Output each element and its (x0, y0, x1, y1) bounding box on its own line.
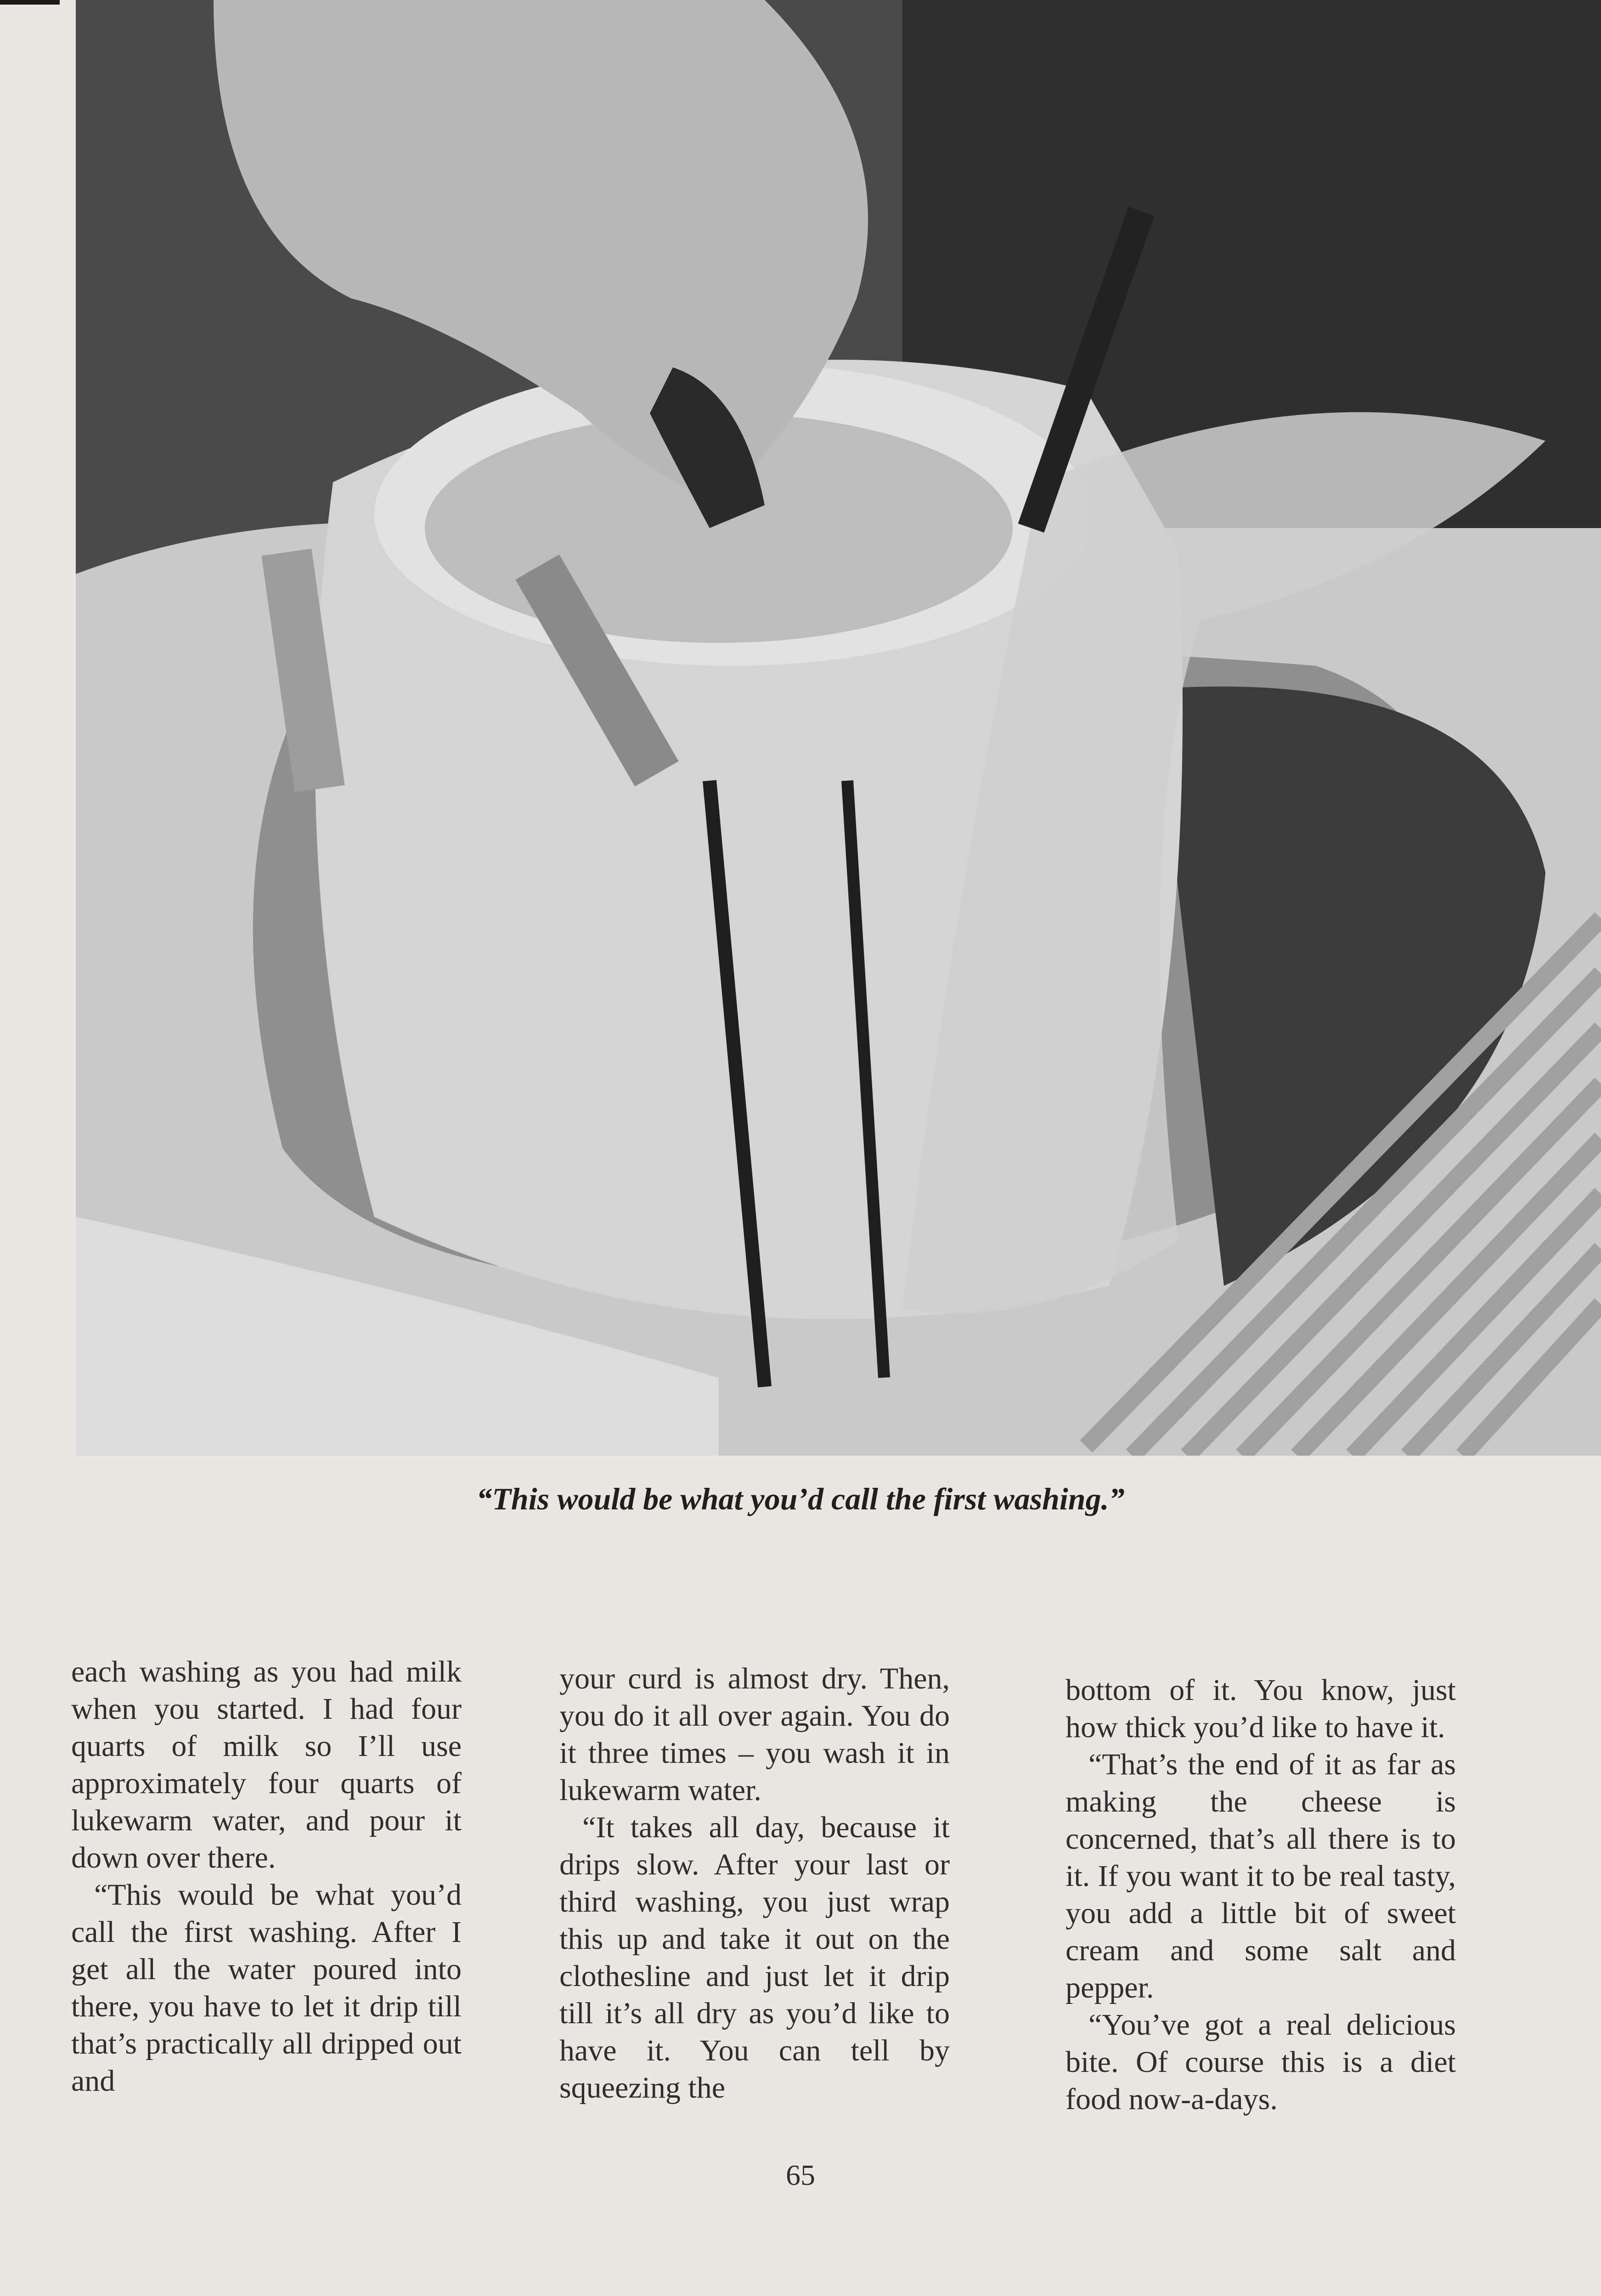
text-column-3 (1065, 1671, 1456, 2200)
corner-mark (0, 0, 60, 5)
paragraph: “That’s the end of it as far as making the cheese is concerned, that’s all there is to it. If you want it to be real tasty, you add a little bit of sweet cream and some salt and pepper. (1065, 1748, 1456, 2004)
cheesecloth-photo (76, 0, 1601, 1456)
paragraph: your curd is almost dry. Then, you do it all over again. You do it three times – you wash it in lukewarm water. (559, 1662, 950, 1807)
cheesecloth-photo-icon (76, 0, 1601, 1456)
photo-caption: “This would be what you’d call the first washing.” (476, 1481, 1125, 1516)
paragraph: “It takes all day, because it drips slow. After your last or third washing, you just wrap this up and take it out on the clothesline and just let it drip till it’s all dry as you’d like to have it. You can tell by squeezing the (559, 1811, 950, 2105)
page-number: 65 (786, 2159, 815, 2191)
paragraph: “You’ve got a real delicious bite. Of course this is a diet food now-a-days. (1065, 2008, 1456, 2116)
paragraph: “This would be what you’d call the first washing. After I get all the water poured into there, you have to let it drip till that’s practically all dripped out and (71, 1878, 462, 2098)
paragraph: bottom of it. You know, just how thick you’d like to have it. (1065, 1673, 1456, 1744)
paragraph: each washing as you had milk when you started. I had four quarts of milk so I’ll use approximately four quarts of lukewarm water, and pour it down over there. (71, 1655, 462, 1874)
text-column-1 (71, 1653, 462, 2181)
text-column-2 (559, 1660, 950, 2188)
